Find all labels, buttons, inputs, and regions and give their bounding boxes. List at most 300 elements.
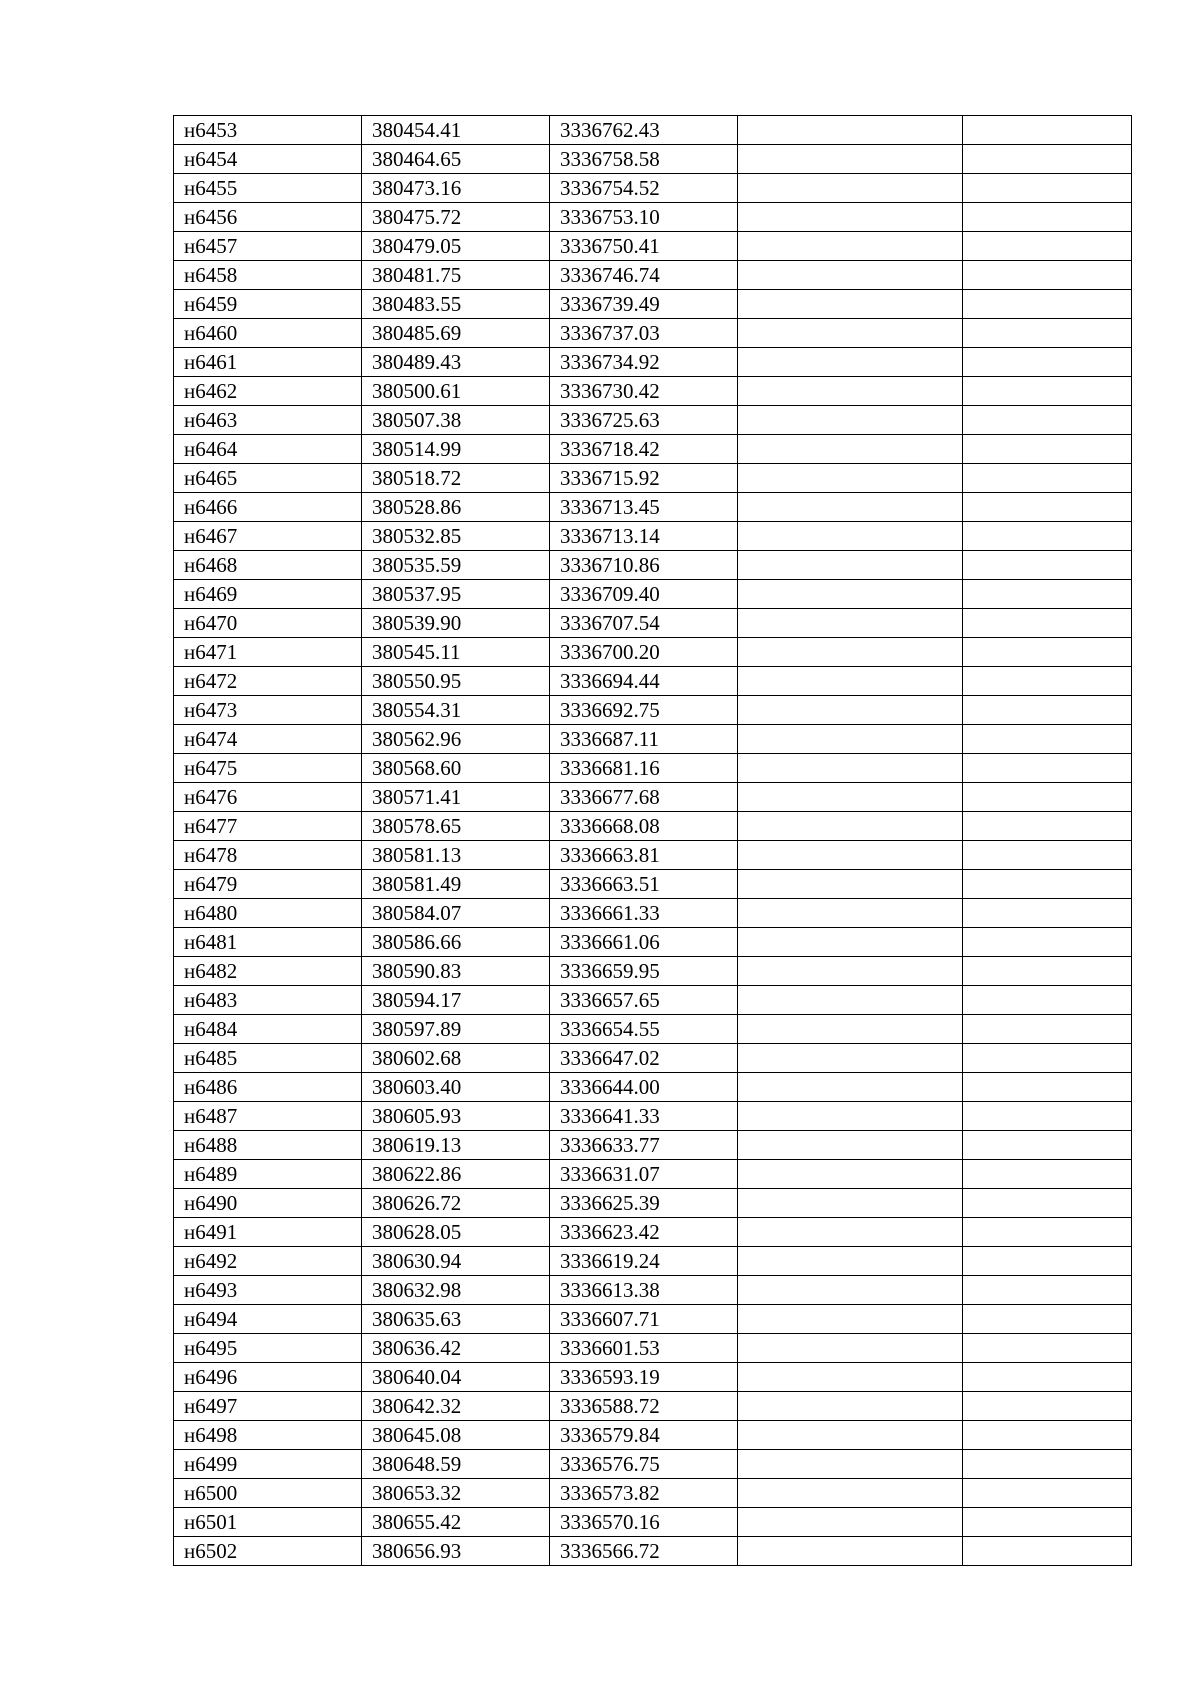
empty-cell: [738, 1421, 963, 1450]
empty-cell: [963, 406, 1132, 435]
empty-cell: [963, 1131, 1132, 1160]
y-coordinate-cell: 3336659.95: [550, 957, 738, 986]
x-coordinate-cell: 380635.63: [362, 1305, 550, 1334]
point-id-cell: н6463: [174, 406, 362, 435]
table-row: [174, 1044, 1132, 1073]
x-coordinate-cell: 380545.11: [362, 638, 550, 667]
y-coordinate-cell: 3336750.41: [550, 232, 738, 261]
y-coordinate-cell: 3336746.74: [550, 261, 738, 290]
y-coordinate-cell: 3336601.53: [550, 1334, 738, 1363]
table-row: [174, 203, 1132, 232]
empty-cell: [963, 1073, 1132, 1102]
point-id-cell: н6499: [174, 1450, 362, 1479]
point-id-cell: н6484: [174, 1015, 362, 1044]
y-coordinate-cell: 3336623.42: [550, 1218, 738, 1247]
point-id-cell: н6471: [174, 638, 362, 667]
empty-cell: [738, 1334, 963, 1363]
x-coordinate-cell: 380537.95: [362, 580, 550, 609]
empty-cell: [963, 928, 1132, 957]
table-row: [174, 580, 1132, 609]
table-row: [174, 1392, 1132, 1421]
empty-cell: [963, 1044, 1132, 1073]
y-coordinate-cell: 3336725.63: [550, 406, 738, 435]
empty-cell: [738, 812, 963, 841]
table-row: [174, 870, 1132, 899]
empty-cell: [738, 1131, 963, 1160]
table-row: [174, 1015, 1132, 1044]
table-row: [174, 696, 1132, 725]
point-id-cell: н6461: [174, 348, 362, 377]
empty-cell: [738, 899, 963, 928]
y-coordinate-cell: 3336654.55: [550, 1015, 738, 1044]
x-coordinate-cell: 380535.59: [362, 551, 550, 580]
table-row: [174, 725, 1132, 754]
x-coordinate-cell: 380485.69: [362, 319, 550, 348]
x-coordinate-cell: 380636.42: [362, 1334, 550, 1363]
table-row: [174, 1276, 1132, 1305]
empty-cell: [738, 1218, 963, 1247]
x-coordinate-cell: 380489.43: [362, 348, 550, 377]
point-id-cell: н6480: [174, 899, 362, 928]
y-coordinate-cell: 3336566.72: [550, 1537, 738, 1566]
x-coordinate-cell: 380464.65: [362, 145, 550, 174]
empty-cell: [738, 1305, 963, 1334]
empty-cell: [738, 319, 963, 348]
table-row: [174, 1247, 1132, 1276]
table-row: [174, 1218, 1132, 1247]
x-coordinate-cell: 380603.40: [362, 1073, 550, 1102]
empty-cell: [963, 1334, 1132, 1363]
empty-cell: [738, 522, 963, 551]
x-coordinate-cell: 380645.08: [362, 1421, 550, 1450]
empty-cell: [963, 899, 1132, 928]
table-row: [174, 783, 1132, 812]
point-id-cell: н6491: [174, 1218, 362, 1247]
point-id-cell: н6466: [174, 493, 362, 522]
empty-cell: [963, 1218, 1132, 1247]
x-coordinate-cell: 380656.93: [362, 1537, 550, 1566]
table-row: [174, 435, 1132, 464]
table-row: [174, 319, 1132, 348]
empty-cell: [963, 696, 1132, 725]
empty-cell: [963, 435, 1132, 464]
table-row: [174, 899, 1132, 928]
y-coordinate-cell: 3336718.42: [550, 435, 738, 464]
empty-cell: [963, 754, 1132, 783]
y-coordinate-cell: 3336633.77: [550, 1131, 738, 1160]
y-coordinate-cell: 3336709.40: [550, 580, 738, 609]
y-coordinate-cell: 3336661.06: [550, 928, 738, 957]
y-coordinate-cell: 3336661.33: [550, 899, 738, 928]
empty-cell: [963, 1363, 1132, 1392]
table-row: [174, 1421, 1132, 1450]
empty-cell: [738, 1363, 963, 1392]
x-coordinate-cell: 380554.31: [362, 696, 550, 725]
empty-cell: [963, 203, 1132, 232]
empty-cell: [738, 1160, 963, 1189]
empty-cell: [738, 145, 963, 174]
point-id-cell: н6467: [174, 522, 362, 551]
empty-cell: [963, 812, 1132, 841]
x-coordinate-cell: 380571.41: [362, 783, 550, 812]
table-row: [174, 986, 1132, 1015]
x-coordinate-cell: 380479.05: [362, 232, 550, 261]
y-coordinate-cell: 3336737.03: [550, 319, 738, 348]
point-id-cell: н6474: [174, 725, 362, 754]
empty-cell: [963, 986, 1132, 1015]
point-id-cell: н6501: [174, 1508, 362, 1537]
y-coordinate-cell: 3336734.92: [550, 348, 738, 377]
empty-cell: [963, 174, 1132, 203]
y-coordinate-cell: 3336715.92: [550, 464, 738, 493]
y-coordinate-cell: 3336753.10: [550, 203, 738, 232]
x-coordinate-cell: 380581.13: [362, 841, 550, 870]
point-id-cell: н6486: [174, 1073, 362, 1102]
y-coordinate-cell: 3336619.24: [550, 1247, 738, 1276]
y-coordinate-cell: 3336754.52: [550, 174, 738, 203]
x-coordinate-cell: 380630.94: [362, 1247, 550, 1276]
empty-cell: [738, 754, 963, 783]
x-coordinate-cell: 380475.72: [362, 203, 550, 232]
x-coordinate-cell: 380586.66: [362, 928, 550, 957]
x-coordinate-cell: 380619.13: [362, 1131, 550, 1160]
empty-cell: [963, 1015, 1132, 1044]
point-id-cell: н6502: [174, 1537, 362, 1566]
point-id-cell: н6495: [174, 1334, 362, 1363]
table-row: [174, 841, 1132, 870]
empty-cell: [963, 1189, 1132, 1218]
empty-cell: [738, 870, 963, 899]
x-coordinate-cell: 380483.55: [362, 290, 550, 319]
empty-cell: [738, 1189, 963, 1218]
x-coordinate-cell: 380622.86: [362, 1160, 550, 1189]
table-row: [174, 1537, 1132, 1566]
point-id-cell: н6473: [174, 696, 362, 725]
table-row: [174, 1189, 1132, 1218]
table-row: [174, 1508, 1132, 1537]
x-coordinate-cell: 380602.68: [362, 1044, 550, 1073]
x-coordinate-cell: 380562.96: [362, 725, 550, 754]
point-id-cell: н6456: [174, 203, 362, 232]
x-coordinate-cell: 380653.32: [362, 1479, 550, 1508]
y-coordinate-cell: 3336730.42: [550, 377, 738, 406]
point-id-cell: н6465: [174, 464, 362, 493]
x-coordinate-cell: 380473.16: [362, 174, 550, 203]
y-coordinate-cell: 3336713.45: [550, 493, 738, 522]
point-id-cell: н6455: [174, 174, 362, 203]
empty-cell: [963, 377, 1132, 406]
empty-cell: [738, 464, 963, 493]
y-coordinate-cell: 3336607.71: [550, 1305, 738, 1334]
empty-cell: [963, 783, 1132, 812]
x-coordinate-cell: 380642.32: [362, 1392, 550, 1421]
table-row: [174, 290, 1132, 319]
table-row: [174, 493, 1132, 522]
coordinates-table: [173, 115, 1132, 1566]
x-coordinate-cell: 380578.65: [362, 812, 550, 841]
empty-cell: [738, 580, 963, 609]
x-coordinate-cell: 380581.49: [362, 870, 550, 899]
empty-cell: [738, 174, 963, 203]
point-id-cell: н6488: [174, 1131, 362, 1160]
point-id-cell: н6464: [174, 435, 362, 464]
x-coordinate-cell: 380584.07: [362, 899, 550, 928]
empty-cell: [738, 435, 963, 464]
empty-cell: [963, 1392, 1132, 1421]
empty-cell: [963, 493, 1132, 522]
x-coordinate-cell: 380628.05: [362, 1218, 550, 1247]
point-id-cell: н6492: [174, 1247, 362, 1276]
table-row: [174, 377, 1132, 406]
empty-cell: [963, 1450, 1132, 1479]
empty-cell: [738, 1073, 963, 1102]
empty-cell: [963, 841, 1132, 870]
table-row: [174, 1479, 1132, 1508]
table-row: [174, 406, 1132, 435]
empty-cell: [738, 1044, 963, 1073]
point-id-cell: н6472: [174, 667, 362, 696]
empty-cell: [738, 551, 963, 580]
x-coordinate-cell: 380454.41: [362, 116, 550, 145]
empty-cell: [963, 580, 1132, 609]
y-coordinate-cell: 3336641.33: [550, 1102, 738, 1131]
table-row: [174, 1363, 1132, 1392]
y-coordinate-cell: 3336657.65: [550, 986, 738, 1015]
point-id-cell: н6462: [174, 377, 362, 406]
empty-cell: [738, 116, 963, 145]
empty-cell: [738, 1537, 963, 1566]
point-id-cell: н6469: [174, 580, 362, 609]
x-coordinate-cell: 380481.75: [362, 261, 550, 290]
empty-cell: [963, 725, 1132, 754]
empty-cell: [963, 638, 1132, 667]
empty-cell: [738, 696, 963, 725]
point-id-cell: н6483: [174, 986, 362, 1015]
empty-cell: [738, 493, 963, 522]
point-id-cell: н6470: [174, 609, 362, 638]
empty-cell: [738, 203, 963, 232]
y-coordinate-cell: 3336625.39: [550, 1189, 738, 1218]
empty-cell: [963, 1276, 1132, 1305]
empty-cell: [963, 464, 1132, 493]
x-coordinate-cell: 380648.59: [362, 1450, 550, 1479]
empty-cell: [963, 522, 1132, 551]
empty-cell: [738, 1015, 963, 1044]
y-coordinate-cell: 3336758.58: [550, 145, 738, 174]
table-row: [174, 174, 1132, 203]
table-row: [174, 232, 1132, 261]
empty-cell: [738, 667, 963, 696]
x-coordinate-cell: 380539.90: [362, 609, 550, 638]
empty-cell: [963, 290, 1132, 319]
point-id-cell: н6487: [174, 1102, 362, 1131]
table-row: [174, 145, 1132, 174]
table-row: [174, 1102, 1132, 1131]
x-coordinate-cell: 380640.04: [362, 1363, 550, 1392]
y-coordinate-cell: 3336644.00: [550, 1073, 738, 1102]
table-row: [174, 116, 1132, 145]
empty-cell: [963, 319, 1132, 348]
y-coordinate-cell: 3336739.49: [550, 290, 738, 319]
y-coordinate-cell: 3336668.08: [550, 812, 738, 841]
table-row: [174, 754, 1132, 783]
empty-cell: [963, 1102, 1132, 1131]
point-id-cell: н6475: [174, 754, 362, 783]
empty-cell: [738, 1508, 963, 1537]
empty-cell: [738, 261, 963, 290]
empty-cell: [738, 725, 963, 754]
empty-cell: [963, 232, 1132, 261]
y-coordinate-cell: 3336707.54: [550, 609, 738, 638]
y-coordinate-cell: 3336762.43: [550, 116, 738, 145]
point-id-cell: н6477: [174, 812, 362, 841]
table-row: [174, 667, 1132, 696]
y-coordinate-cell: 3336677.68: [550, 783, 738, 812]
empty-cell: [963, 348, 1132, 377]
x-coordinate-cell: 380597.89: [362, 1015, 550, 1044]
table-row: [174, 957, 1132, 986]
table-row: [174, 1305, 1132, 1334]
empty-cell: [738, 348, 963, 377]
table-row: [174, 638, 1132, 667]
y-coordinate-cell: 3336573.82: [550, 1479, 738, 1508]
y-coordinate-cell: 3336579.84: [550, 1421, 738, 1450]
empty-cell: [963, 261, 1132, 290]
empty-cell: [738, 609, 963, 638]
empty-cell: [963, 116, 1132, 145]
empty-cell: [963, 1160, 1132, 1189]
point-id-cell: н6476: [174, 783, 362, 812]
point-id-cell: н6497: [174, 1392, 362, 1421]
empty-cell: [963, 1421, 1132, 1450]
empty-cell: [963, 870, 1132, 899]
empty-cell: [738, 406, 963, 435]
point-id-cell: н6453: [174, 116, 362, 145]
y-coordinate-cell: 3336694.44: [550, 667, 738, 696]
y-coordinate-cell: 3336681.16: [550, 754, 738, 783]
x-coordinate-cell: 380632.98: [362, 1276, 550, 1305]
x-coordinate-cell: 380590.83: [362, 957, 550, 986]
point-id-cell: н6493: [174, 1276, 362, 1305]
empty-cell: [738, 377, 963, 406]
table-row: [174, 1160, 1132, 1189]
table-row: [174, 609, 1132, 638]
y-coordinate-cell: 3336588.72: [550, 1392, 738, 1421]
y-coordinate-cell: 3336613.38: [550, 1276, 738, 1305]
y-coordinate-cell: 3336700.20: [550, 638, 738, 667]
point-id-cell: н6459: [174, 290, 362, 319]
empty-cell: [963, 609, 1132, 638]
x-coordinate-cell: 380655.42: [362, 1508, 550, 1537]
point-id-cell: н6489: [174, 1160, 362, 1189]
point-id-cell: н6485: [174, 1044, 362, 1073]
table-row: [174, 1131, 1132, 1160]
empty-cell: [738, 928, 963, 957]
point-id-cell: н6481: [174, 928, 362, 957]
empty-cell: [963, 1247, 1132, 1276]
y-coordinate-cell: 3336576.75: [550, 1450, 738, 1479]
y-coordinate-cell: 3336647.02: [550, 1044, 738, 1073]
empty-cell: [738, 1276, 963, 1305]
empty-cell: [738, 1102, 963, 1131]
point-id-cell: н6498: [174, 1421, 362, 1450]
x-coordinate-cell: 380626.72: [362, 1189, 550, 1218]
x-coordinate-cell: 380568.60: [362, 754, 550, 783]
empty-cell: [738, 986, 963, 1015]
x-coordinate-cell: 380550.95: [362, 667, 550, 696]
y-coordinate-cell: 3336710.86: [550, 551, 738, 580]
x-coordinate-cell: 380507.38: [362, 406, 550, 435]
point-id-cell: н6494: [174, 1305, 362, 1334]
empty-cell: [963, 1305, 1132, 1334]
x-coordinate-cell: 380518.72: [362, 464, 550, 493]
x-coordinate-cell: 380528.86: [362, 493, 550, 522]
x-coordinate-cell: 380594.17: [362, 986, 550, 1015]
y-coordinate-cell: 3336631.07: [550, 1160, 738, 1189]
point-id-cell: н6454: [174, 145, 362, 174]
x-coordinate-cell: 380514.99: [362, 435, 550, 464]
empty-cell: [963, 1537, 1132, 1566]
empty-cell: [963, 1479, 1132, 1508]
point-id-cell: н6478: [174, 841, 362, 870]
table-row: [174, 464, 1132, 493]
point-id-cell: н6490: [174, 1189, 362, 1218]
table-row: [174, 928, 1132, 957]
table-row: [174, 812, 1132, 841]
table-row: [174, 1450, 1132, 1479]
table-row: [174, 348, 1132, 377]
empty-cell: [963, 145, 1132, 174]
coordinates-table-body: [174, 116, 1132, 1566]
y-coordinate-cell: 3336663.81: [550, 841, 738, 870]
x-coordinate-cell: 380500.61: [362, 377, 550, 406]
empty-cell: [738, 957, 963, 986]
empty-cell: [738, 783, 963, 812]
table-row: [174, 261, 1132, 290]
empty-cell: [738, 638, 963, 667]
table-row: [174, 522, 1132, 551]
table-row: [174, 551, 1132, 580]
point-id-cell: н6460: [174, 319, 362, 348]
y-coordinate-cell: 3336687.11: [550, 725, 738, 754]
empty-cell: [738, 1247, 963, 1276]
point-id-cell: н6468: [174, 551, 362, 580]
y-coordinate-cell: 3336570.16: [550, 1508, 738, 1537]
x-coordinate-cell: 380532.85: [362, 522, 550, 551]
empty-cell: [738, 1479, 963, 1508]
empty-cell: [738, 290, 963, 319]
point-id-cell: н6500: [174, 1479, 362, 1508]
point-id-cell: н6479: [174, 870, 362, 899]
point-id-cell: н6496: [174, 1363, 362, 1392]
empty-cell: [963, 667, 1132, 696]
empty-cell: [738, 232, 963, 261]
y-coordinate-cell: 3336692.75: [550, 696, 738, 725]
table-row: [174, 1073, 1132, 1102]
empty-cell: [963, 551, 1132, 580]
point-id-cell: н6457: [174, 232, 362, 261]
empty-cell: [738, 841, 963, 870]
table-row: [174, 1334, 1132, 1363]
y-coordinate-cell: 3336593.19: [550, 1363, 738, 1392]
empty-cell: [963, 1508, 1132, 1537]
y-coordinate-cell: 3336713.14: [550, 522, 738, 551]
empty-cell: [738, 1450, 963, 1479]
empty-cell: [738, 1392, 963, 1421]
empty-cell: [963, 957, 1132, 986]
point-id-cell: н6482: [174, 957, 362, 986]
y-coordinate-cell: 3336663.51: [550, 870, 738, 899]
